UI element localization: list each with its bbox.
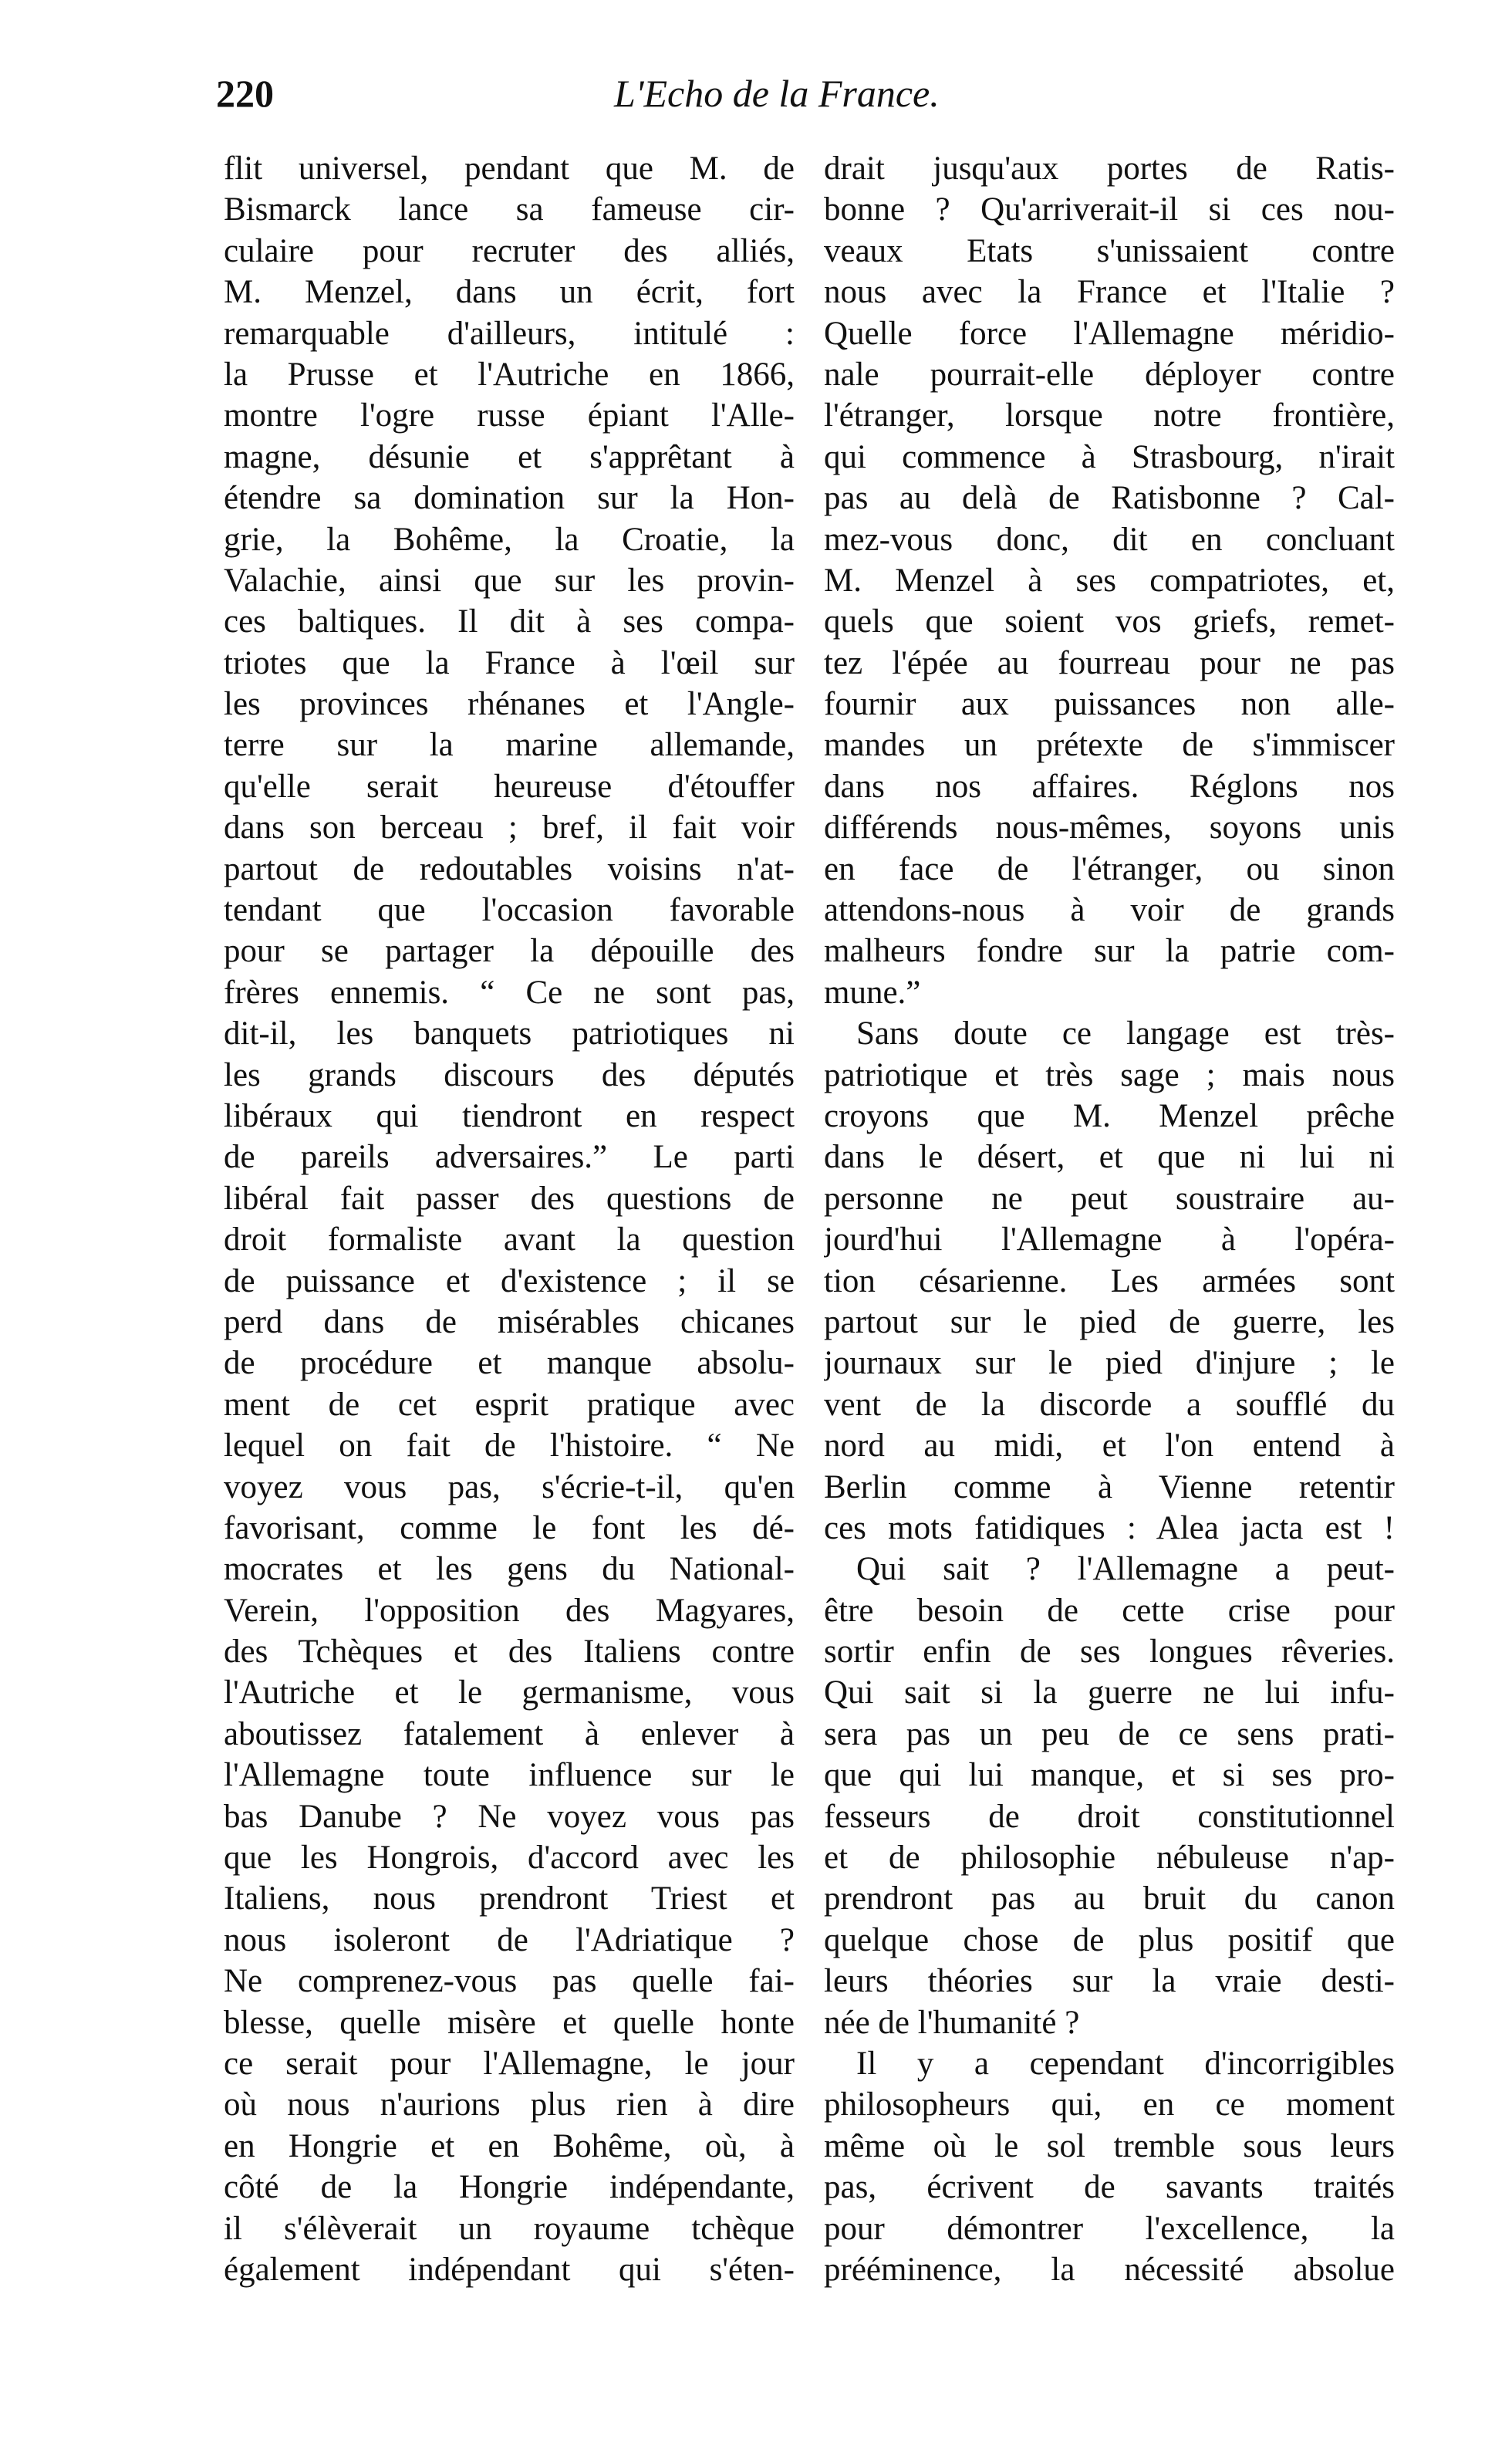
text-line: en face de l'étranger, ou sinon	[824, 850, 1395, 887]
text-line: perd dans de misérables chicanes	[224, 1303, 795, 1340]
text-line: dit-il, les banquets patriotiques ni	[224, 1015, 795, 1052]
text-line: fournir aux puissances non alle-	[824, 686, 1395, 723]
text-line: droit formaliste avant la question	[224, 1221, 795, 1259]
text-line: prééminence, la nécessité absolue	[824, 2251, 1395, 2288]
text-line: sera pas un peu de ce sens prati-	[824, 1715, 1395, 1752]
text-line: nous isoleront de l'Adriatique ?	[224, 1921, 795, 1958]
text-line: quels que soient vos griefs, remet-	[824, 603, 1395, 640]
text-line: montre l'ogre russe épiant l'Alle-	[224, 397, 795, 434]
text-line: triotes que la France à l'œil sur	[224, 644, 795, 681]
text-line: Bismarck lance sa fameuse cir-	[224, 191, 795, 228]
text-line: aboutissez fatalement à enlever à	[224, 1715, 795, 1752]
text-line: les grands discours des députés	[224, 1056, 795, 1093]
text-line: grie, la Bohême, la Croatie, la	[224, 521, 795, 558]
text-line: libéral fait passer des questions de	[224, 1180, 795, 1217]
text-line: que les Hongrois, d'accord avec les	[224, 1840, 795, 1877]
text-line: terre sur la marine allemande,	[224, 727, 795, 764]
text-line: croyons que M. Menzel prêche	[824, 1097, 1395, 1134]
text-line: également indépendant qui s'éten-	[224, 2251, 795, 2288]
text-line: remarquable d'ailleurs, intitulé :	[224, 315, 795, 352]
text-line: patriotique et très sage ; mais nous	[824, 1056, 1395, 1093]
text-line: dans nos affaires. Réglons nos	[824, 768, 1395, 805]
text-line: philosopheurs qui, en ce moment	[824, 2086, 1395, 2123]
text-line: même où le sol tremble sous leurs	[824, 2127, 1395, 2164]
text-line: journaux sur le pied d'injure ; le	[824, 1345, 1395, 1382]
text-line: des Tchèques et des Italiens contre	[224, 1634, 795, 1671]
text-line: dans son berceau ; bref, il fait voir	[224, 809, 795, 846]
text-line: être besoin de cette crise pour	[824, 1592, 1395, 1629]
text-line: et de philosophie nébuleuse n'ap-	[824, 1840, 1395, 1877]
right-column	[824, 148, 1395, 2290]
text-line: sortir enfin de ses longues rêveries.	[824, 1634, 1395, 1671]
text-line: leurs théories sur la vraie desti-	[824, 1963, 1395, 2000]
text-line: partout sur le pied de guerre, les	[824, 1303, 1395, 1340]
text-line: bas Danube ? Ne voyez vous pas	[224, 1798, 795, 1835]
text-line: Italiens, nous prendront Triest et	[224, 1880, 795, 1917]
text-line: Verein, l'opposition des Magyares,	[224, 1592, 795, 1629]
text-line: dans le désert, et que ni lui ni	[824, 1139, 1395, 1176]
text-line: Qui sait si la guerre ne lui infu-	[824, 1674, 1395, 1711]
page-number: 220	[216, 72, 274, 115]
left-column	[224, 148, 795, 2290]
text-line: bonne ? Qu'arriverait-il si ces nou-	[824, 191, 1395, 228]
text-line: que qui lui manque, et si ses pro-	[824, 1757, 1395, 1794]
text-line: mune.”	[824, 974, 921, 1011]
text-line: blesse, quelle misère et quelle honte	[224, 2004, 795, 2041]
text-line: Sans doute ce langage est très-	[856, 1015, 1395, 1052]
text-line: personne ne peut soustraire au-	[824, 1180, 1395, 1217]
text-line: de puissance et d'existence ; il se	[224, 1262, 795, 1299]
text-line: pas au delà de Ratisbonne ? Cal-	[824, 480, 1395, 517]
text-line: ment de cet esprit pratique avec	[224, 1386, 795, 1423]
text-line: il s'élèverait un royaume tchèque	[224, 2210, 795, 2247]
text-line: ces baltiques. Il dit à ses compa-	[224, 603, 795, 640]
text-line: favorisant, comme le font les dé-	[224, 1509, 795, 1546]
text-line: culaire pour recruter des alliés,	[224, 232, 795, 269]
text-line: partout de redoutables voisins n'at-	[224, 850, 795, 887]
text-line: mandes un prétexte de s'immiscer	[824, 727, 1395, 764]
text-line: de pareils adversaires.” Le parti	[224, 1139, 795, 1176]
page-header	[216, 71, 1373, 133]
text-line: Valachie, ainsi que sur les provin-	[224, 562, 795, 599]
text-line: quelque chose de plus positif que	[824, 1921, 1395, 1958]
text-line: prendront pas au bruit du canon	[824, 1880, 1395, 1917]
text-line: Berlin comme à Vienne retentir	[824, 1468, 1395, 1505]
text-line: où nous n'aurions plus rien à dire	[224, 2086, 795, 2123]
text-line: qu'elle serait heureuse d'étouffer	[224, 768, 795, 805]
text-line: l'Allemagne toute influence sur le	[224, 1757, 795, 1794]
text-line: qui commence à Strasbourg, n'irait	[824, 438, 1395, 475]
text-line: l'Autriche et le germanisme, vous	[224, 1674, 795, 1711]
text-line: tendant que l'occasion favorable	[224, 892, 795, 929]
text-line: Qui sait ? l'Allemagne a peut-	[856, 1551, 1395, 1588]
text-line: Quelle force l'Allemagne méridio-	[824, 315, 1395, 352]
text-line: tion césarienne. Les armées sont	[824, 1262, 1395, 1299]
text-line: M. Menzel à ses compatriotes, et,	[824, 562, 1395, 599]
text-line: ces mots fatidiques : Alea jacta est !	[824, 1509, 1395, 1546]
text-line: pas, écrivent de savants traités	[824, 2169, 1395, 2206]
text-line: libéraux qui tiendront en respect	[224, 1097, 795, 1134]
text-line: frères ennemis. “ Ce ne sont pas,	[224, 974, 795, 1011]
text-line: magne, désunie et s'apprêtant à	[224, 438, 795, 475]
text-line: flit universel, pendant que M. de	[224, 150, 795, 187]
text-line: attendons-nous à voir de grands	[824, 892, 1395, 929]
text-line: différends nous-mêmes, soyons unis	[824, 809, 1395, 846]
text-line: jourd'hui l'Allemagne à l'opéra-	[824, 1221, 1395, 1259]
text-line: côté de la Hongrie indépendante,	[224, 2169, 795, 2206]
text-line: nord au midi, et l'on entend à	[824, 1427, 1395, 1465]
text-line: tez l'épée au fourreau pour ne pas	[824, 644, 1395, 681]
text-line: nale pourrait-elle déployer contre	[824, 356, 1395, 393]
running-title: L'Echo de la France.	[614, 72, 940, 115]
text-line: pour se partager la dépouille des	[224, 933, 795, 970]
text-line: mocrates et les gens du National-	[224, 1551, 795, 1588]
text-line: vent de la discorde a soufflé du	[824, 1386, 1395, 1423]
text-line: les provinces rhénanes et l'Angle-	[224, 686, 795, 723]
text-line: la Prusse et l'Autriche en 1866,	[224, 356, 795, 393]
text-line: malheurs fondre sur la patrie com-	[824, 933, 1395, 970]
text-line: Il y a cependant d'incorrigibles	[856, 2045, 1395, 2082]
text-line: pour démontrer l'excellence, la	[824, 2210, 1395, 2247]
text-line: l'étranger, lorsque notre frontière,	[824, 397, 1395, 434]
text-line: étendre sa domination sur la Hon-	[224, 480, 795, 517]
text-line: M. Menzel, dans un écrit, fort	[224, 274, 795, 311]
text-line: née de l'humanité ?	[824, 2004, 1080, 2041]
text-line: lequel on fait de l'histoire. “ Ne	[224, 1427, 795, 1465]
text-line: voyez vous pas, s'écrie-t-il, qu'en	[224, 1468, 795, 1505]
text-line: en Hongrie et en Bohême, où, à	[224, 2127, 795, 2164]
text-line: Ne comprenez-vous pas quelle fai-	[224, 1963, 795, 2000]
text-line: veaux Etats s'unissaient contre	[824, 232, 1395, 269]
text-line: nous avec la France et l'Italie ?	[824, 274, 1395, 311]
text-line: drait jusqu'aux portes de Ratis-	[824, 150, 1395, 187]
text-line: ce serait pour l'Allemagne, le jour	[224, 2045, 795, 2082]
text-line: fesseurs de droit constitutionnel	[824, 1798, 1395, 1835]
text-line: mez-vous donc, dit en concluant	[824, 521, 1395, 558]
text-line: de procédure et manque absolu-	[224, 1345, 795, 1382]
